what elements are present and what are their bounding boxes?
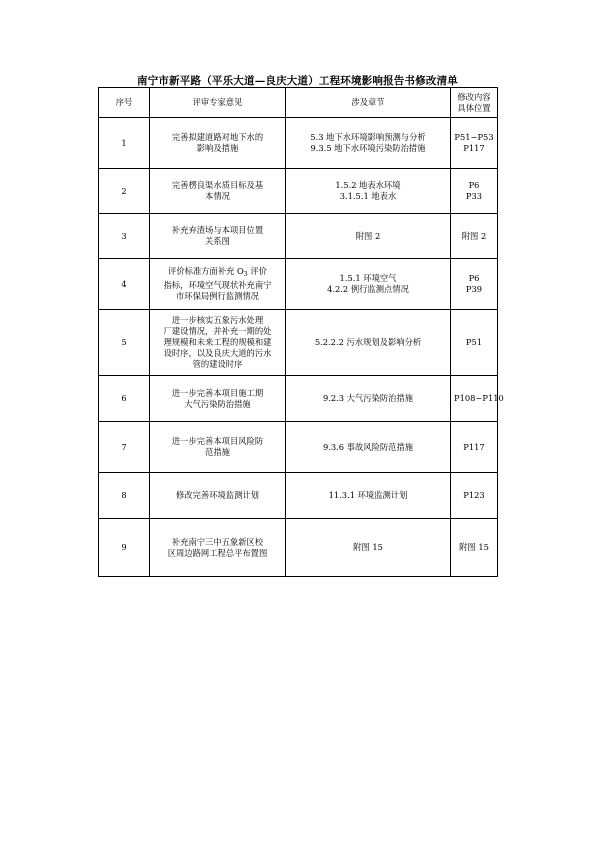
row-index: 5	[99, 310, 150, 376]
row-opinion	[150, 422, 286, 473]
location-line: P117	[463, 143, 485, 153]
section-line: 9.2.3 大气污染防治措施	[322, 393, 414, 403]
row-section	[286, 169, 451, 214]
row-section	[286, 214, 451, 259]
location-line: 附图 15	[459, 542, 489, 552]
location-line: P51	[465, 337, 483, 347]
section-line: 9.3.5 地下水环境污染防治措施	[310, 143, 426, 153]
row-location	[451, 422, 498, 473]
header-index: 序号	[99, 88, 150, 118]
section-line: 附图 15	[353, 542, 383, 552]
row-opinion	[150, 118, 286, 169]
opinion-line: 补充南宁三中五象新区校	[171, 536, 264, 547]
table-row	[99, 519, 498, 577]
section-line: 11.3.1 环境监测计划	[328, 490, 408, 500]
opinion-line: 设时序，以及良庆大道的污水	[163, 348, 272, 358]
row-location	[451, 214, 498, 259]
document-title: 南宁市新平路（平乐大道—良庆大道）工程环境影响报告书修改清单	[137, 75, 458, 87]
row-location	[451, 519, 498, 577]
row-location	[451, 376, 504, 422]
row-section	[286, 376, 451, 422]
header-section: 涉及章节	[286, 88, 451, 118]
table-row	[99, 259, 498, 310]
location-line: P123	[463, 490, 485, 500]
location-line: P39	[465, 284, 483, 294]
row-section	[286, 310, 451, 376]
opinion-line: 本情况	[205, 191, 230, 201]
row-index: 7	[99, 422, 150, 473]
row-opinion	[150, 259, 286, 310]
row-location	[451, 259, 498, 310]
row-section	[286, 422, 451, 473]
opinion-line: 厂建设情况，并补充一期的处	[163, 326, 272, 336]
opinion-line: 管的建设时序	[192, 359, 243, 369]
opinion-line: 范措施	[205, 447, 230, 457]
row-index: 9	[99, 519, 150, 577]
location-line: P6	[468, 273, 480, 283]
table-header-row	[99, 88, 498, 118]
row-opinion	[150, 519, 286, 577]
row-opinion	[150, 473, 286, 519]
opinion-line: 补充弃渣场与本项目位置	[171, 225, 264, 235]
table-row	[99, 169, 498, 214]
location-line: P117	[463, 441, 485, 452]
opinion-line: 进一步完善本项目风险防	[171, 436, 264, 446]
location-line: 附图 2	[461, 230, 487, 241]
section-line: 1.5.2 地表水环境	[335, 180, 401, 190]
row-section	[286, 519, 451, 577]
opinion-line: 进一步核实五象污水处理	[171, 315, 264, 325]
table-row	[99, 310, 498, 376]
row-opinion	[150, 376, 286, 422]
row-index: 4	[99, 259, 150, 310]
table-row	[99, 118, 498, 169]
opinion-text: 评价	[247, 266, 267, 276]
row-location	[451, 118, 498, 169]
row-section	[286, 259, 451, 310]
location-line: P33	[465, 191, 483, 201]
section-line: 5.2.2.2 污水规划及影响分析	[314, 337, 422, 347]
section-line: 1.5.1 环境空气	[339, 273, 397, 283]
row-opinion	[150, 169, 286, 214]
opinion-line: 完善拟建道路对地下水的	[171, 132, 264, 142]
opinion-line: 修改完善环境监测计划	[176, 490, 259, 500]
revision-table	[98, 87, 504, 577]
opinion-line: 区周边路网工程总平布置图	[167, 547, 268, 558]
row-section	[286, 118, 451, 169]
row-location	[451, 310, 498, 376]
row-index: 8	[99, 473, 150, 519]
header-opinion: 评审专家意见	[150, 88, 286, 118]
opinion-line	[153, 266, 282, 280]
location-line: P6	[468, 180, 480, 190]
opinion-line: 指标，环境空气现状补充南宁	[163, 280, 272, 290]
opinion-line: 市环保局例行监测情况	[176, 291, 259, 301]
row-location	[451, 169, 498, 214]
table-row	[99, 473, 498, 519]
header-location-line2: 具体位置	[457, 102, 491, 113]
header-location-line1: 修改内容	[457, 91, 491, 102]
section-line: 附图 2	[355, 230, 381, 241]
section-line: 3.1.5.1 地表水	[339, 191, 397, 201]
row-opinion	[150, 214, 286, 259]
section-line: 5.3 地下水环境影响预测与分析	[310, 132, 426, 142]
section-line: 4.2.2 例行监测点情况	[327, 284, 409, 294]
opinion-line: 进一步完善本项目施工期	[171, 387, 264, 398]
opinion-line: 大气污染防治措施	[184, 398, 251, 409]
location-line: P51~P53	[454, 132, 494, 142]
table-row	[99, 376, 498, 422]
opinion-text: 评价标准方面补充 O	[168, 266, 244, 276]
table-row	[99, 214, 498, 259]
section-line: 9.3.6 事故风险防范措施	[322, 441, 414, 452]
opinion-line: 理规模和未来工程的规模和建	[163, 337, 272, 347]
row-opinion	[150, 310, 286, 376]
opinion-line: 关系图	[205, 236, 230, 246]
opinion-line: 完善楞良渠水质目标及基	[171, 180, 264, 190]
row-section	[286, 473, 451, 519]
location-line: P108~P110	[454, 393, 504, 403]
ozone-subscript: 3	[243, 271, 248, 278]
row-index: 3	[99, 214, 150, 259]
table-row	[99, 422, 498, 473]
opinion-line: 影响及措施	[196, 143, 239, 153]
header-location	[451, 88, 498, 118]
row-location	[451, 473, 498, 519]
row-index: 2	[99, 169, 150, 214]
row-index: 1	[99, 118, 150, 169]
row-index: 6	[99, 376, 150, 422]
